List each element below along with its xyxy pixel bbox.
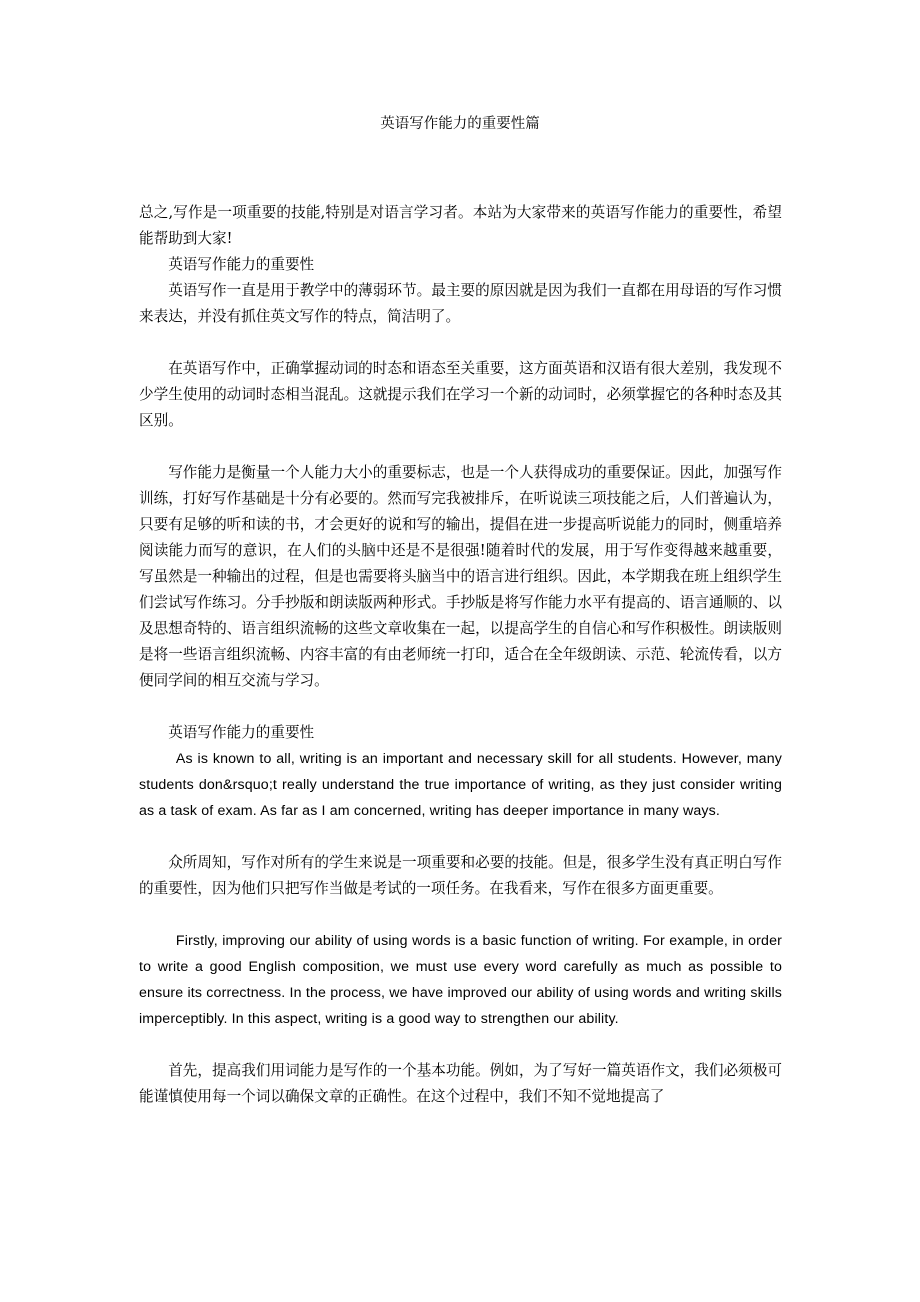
paragraph-2: 在英语写作中，正确掌握动词的时态和语态至关重要，这方面英语和汉语有很大差别，我发现不少学生使用的动词时态相当混乱。这就提示我们在学习一个新的动词时，必须掌握它的各种时态及其区别。 [139,360,782,429]
chinese-paragraph-1: 众所周知，写作对所有的学生来说是一项重要和必要的技能。但是，很多学生没有真正明白写作的重要性，因为他们只把写作当做是考试的一项任务。在我看来，写作在很多方面更重要。 [139,854,782,897]
document-body [139,200,782,1110]
english-paragraph-2: Firstly, improving our ability of using words is a basic function of writing. For example, in order to write a good English composition, we must use every word carefully as much as possible to ensure its correctness. In the process, we have improved our ability of using words and writing skills imperceptibly. In this aspect, writing is a good way to strengthen our ability. [139,933,782,1027]
paragraph-gap [139,902,782,928]
paragraph-gap [139,330,782,356]
intro-paragraph: 总之,写作是一项重要的技能,特别是对语言学习者。本站为大家带来的英语写作能力的重要性，希望能帮助到大家! [139,204,782,247]
section-heading-1: 英语写作能力的重要性 [168,256,315,273]
paragraph-gap [139,434,782,460]
paragraph-gap [139,1032,782,1058]
paragraph-3: 写作能力是衡量一个人能力大小的重要标志，也是一个人获得成功的重要保证。因此，加强写作训练，打好写作基础是十分有必要的。然而写完我被排斥，在听说读三项技能之后，人们普遍认为，只要有足够的听和读的书，才会更好的说和写的输出，提倡在进一步提高听说能力的同时，侧重培养阅读能力而写的意识，在人们的头脑中还是不是很强!随着时代的发展，用于写作变得越来越重要，写虽然是一种输出的过程，但是也需要将头脑当中的语言进行组织。因此，本学期我在班上组织学生们尝试写作练习。分手抄版和朗读版两种形式。手抄版是将写作能力水平有提高的、语言通顺的、以及思想奇特的、语言组织流畅的这些文章收集在一起，以提高学生的自信心和写作积极性。朗读版则是将一些语言组织流畅、内容丰富的有由老师统一打印，适合在全年级朗读、示范、轮流传看，以方便同学间的相互交流与学习。 [139,464,782,689]
chinese-paragraph-2: 首先，提高我们用词能力是写作的一个基本功能。例如，为了写好一篇英语作文，我们必须极可能谨慎使用每一个词以确保文章的正确性。在这个过程中，我们不知不觉地提高了 [139,1062,782,1105]
paragraph-gap [139,824,782,850]
paragraph-1: 英语写作一直是用于教学中的薄弱环节。最主要的原因就是因为我们一直都在用母语的写作习惯来表达，并没有抓住英文写作的特点，简洁明了。 [139,282,782,325]
english-paragraph-1: As is known to all, writing is an important and necessary skill for all students. However, many students don&rsquo;t really understand the true importance of writing, as they just consider writing as a task of exam. As far as I am concerned, writing has deeper importance in many ways. [139,751,782,819]
document-title: 英语写作能力的重要性篇 [380,116,540,132]
section-heading-2: 英语写作能力的重要性 [168,724,315,741]
paragraph-gap [139,694,782,720]
